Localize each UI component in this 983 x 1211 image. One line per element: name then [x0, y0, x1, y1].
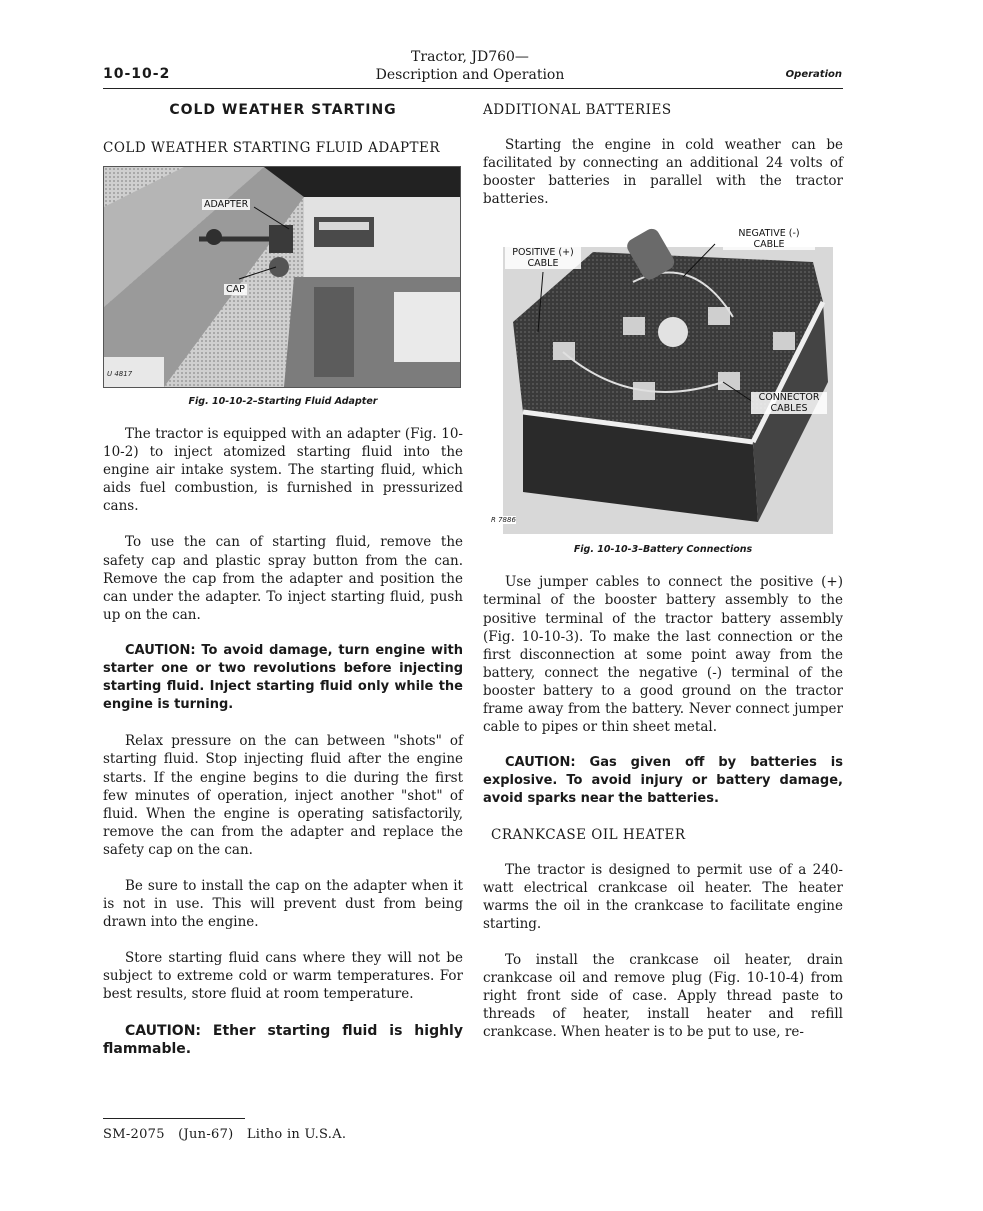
- caution-note: CAUTION: Gas given off by batteries is explosive. To avoid injury or battery damage, avoid sparks near the batteries.: [483, 755, 843, 807]
- connector-cables-label: CONNECTOR CABLES: [751, 392, 827, 414]
- footer-divider: [103, 1118, 245, 1119]
- page-number: 10-10-2: [103, 66, 171, 82]
- document-title: Tractor, JD760—: [411, 49, 529, 65]
- paragraph: Use jumper cables to connect the positive (+) terminal of the booster battery assembly to the positive terminal of the tractor battery assembly (Fig. 10-10-3). To make the last connection or the first disconnection at some point away from the battery, connect the negative (-) terminal of the booster battery to a good ground on the tractor frame away from the battery. Never connect jumper cable to pipes or thin sheet metal.: [483, 574, 843, 736]
- section-title: COLD WEATHER STARTING: [169, 102, 397, 118]
- section-label: Operation: [785, 69, 842, 80]
- paragraph: To use the can of starting fluid, remove the safety cap and plastic spray button from the can. Remove the cap from the adapter and position the can under the adapter. To inject starting fluid, push up on the can.: [103, 534, 463, 623]
- right-column: [483, 102, 843, 1059]
- figure-caption: Fig. 10-10-3–Battery Connections: [573, 544, 753, 556]
- figure-caption: Fig. 10-10-2–Starting Fluid Adapter: [188, 396, 378, 407]
- subsection-title-batteries: ADDITIONAL BATTERIES: [483, 102, 672, 118]
- subsection-title-adapter: COLD WEATHER STARTING FLUID ADAPTER: [103, 140, 441, 156]
- paragraph: Store starting fluid cans where they will not be subject to extreme cold or warm temperatures. For best results, store fluid at room temperature.: [103, 950, 463, 1003]
- figure-id: U 4817: [107, 370, 133, 378]
- paragraph: To install the crankcase oil heater, drain crankcase oil and remove plug (Fig. 10-10-4) from right front side of case. Apply thread paste to threads of heater, install heater and refill crankcase. When heater is to be put to use, re-: [483, 951, 843, 1041]
- paragraph: Relax pressure on the can between "shots" of starting fluid. Stop injecting fluid after the engine starts. If the engine begins to die during the first few minutes of operation, inject another "shot" of fluid. When the engine is operating satisfactorily, remove the can from the adapter and replace the safety cap on the can.: [103, 733, 463, 858]
- caution-note: CAUTION: To avoid damage, turn engine with starter one or two revolutions before injecting starting fluid. Inject starting fluid only while the engine is turning.: [103, 642, 463, 713]
- cap-label: CAP: [226, 284, 245, 295]
- caution-note: CAUTION: Ether starting fluid is highly flammable.: [103, 1022, 463, 1057]
- figure-id: R 7886: [491, 516, 516, 525]
- figure-battery-connections: [483, 222, 839, 534]
- footer-text: SM-2075 (Jun-67) Litho in U.S.A.: [103, 1127, 347, 1142]
- positive-cable-label: POSITIVE (+) CABLE: [505, 247, 581, 269]
- adapter-photo: [104, 167, 460, 387]
- paragraph: Starting the engine in cold weather can be facilitated by connecting an additional 24 volts of booster batteries in parallel with the tractor batteries.: [483, 137, 843, 208]
- paragraph: Be sure to install the cap on the adapter when it is not in use. This will prevent dust from being drawn into the engine.: [103, 877, 463, 931]
- document-subtitle: Description and Operation: [375, 67, 565, 83]
- header-divider: [103, 88, 843, 89]
- adapter-label: ADAPTER: [204, 199, 249, 210]
- figure-starting-fluid-adapter: [103, 166, 461, 388]
- paragraph: The tractor is designed to permit use of a 240-watt electrical crankcase oil heater. The heater warms the oil in the crankcase to facilitate engine starting.: [483, 861, 843, 932]
- negative-cable-label: NEGATIVE (-) CABLE: [723, 228, 815, 250]
- paragraph: The tractor is equipped with an adapter (Fig. 10-10-2) to inject atomized starting fluid into the engine air intake system. The starting fluid, which aids fuel combustion, is furnished in pressurized cans.: [103, 426, 463, 515]
- left-column: [103, 102, 463, 1076]
- subsection-title-oil-heater: CRANKCASE OIL HEATER: [491, 826, 686, 843]
